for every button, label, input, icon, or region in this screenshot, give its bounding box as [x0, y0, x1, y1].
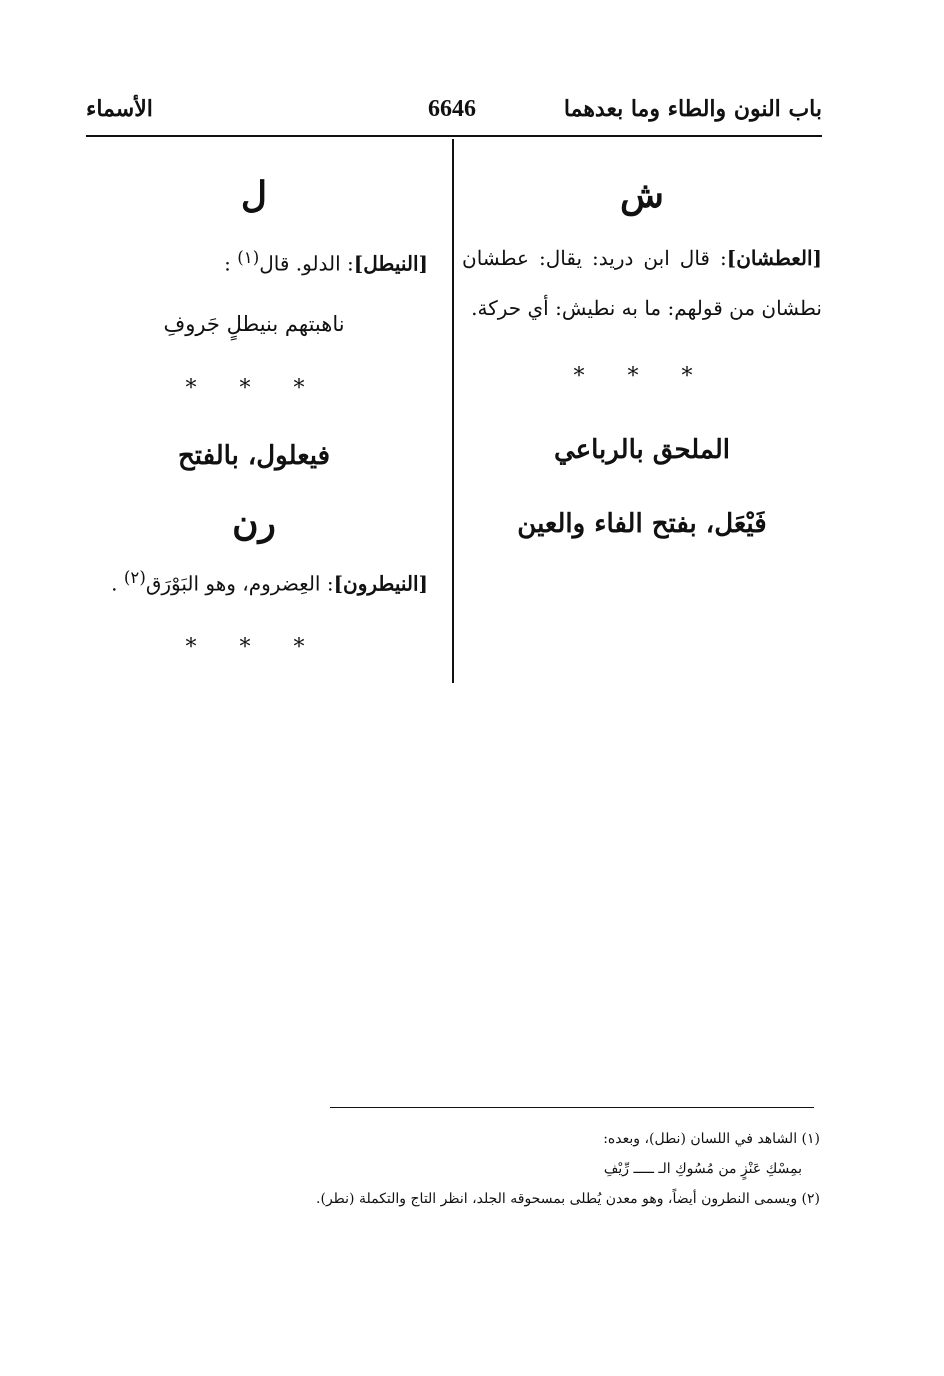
letter-heading: ل: [240, 174, 268, 216]
dictionary-entry: [80, 233, 428, 289]
footnotes: [240, 1124, 820, 1214]
running-header-section: الأسماء: [86, 96, 153, 122]
dictionary-entry: [462, 233, 822, 333]
footnote-rule: [330, 1107, 814, 1108]
entry-end: :: [224, 251, 231, 276]
section-separator: * * *: [185, 375, 323, 401]
footnote-2: (٢) ويسمى النطرون أيضاً، وهو معدن يُطلى بمسحوقه الجلد، انظر التاج والتكملة (نطر).: [316, 1191, 820, 1207]
entry-headword: [النيطل]: [353, 251, 428, 276]
entry-text: : الدلو. قال: [259, 251, 354, 276]
verse-line: ناهبتهم بنيطلٍ جَروفِ: [163, 311, 345, 336]
footnote-ref: (٢): [123, 567, 146, 587]
page-number: 6646: [428, 96, 476, 122]
entry-text: : قال ابن دريد: يقال: عطشان نطشان من قولهم: ما به نطيش: أي حركة.: [462, 246, 822, 320]
entry-end: .: [111, 571, 118, 596]
dictionary-entry: [80, 553, 428, 609]
section-separator: * * *: [185, 635, 323, 661]
pattern-heading: فيعلول، بالفتح: [177, 440, 331, 471]
entry-text: : العِضروم، وهو البَوْرَق: [145, 571, 334, 596]
letter-heading: ش: [620, 174, 664, 216]
right-column: [462, 165, 822, 561]
running-header-chapter: باب النون والطاء وما بعدهما: [563, 96, 822, 122]
footnote-verse: بمِسْكِ عَنْزٍ من مُسُوكِ الـ ـــــ رِّيْفِ: [603, 1161, 802, 1177]
pattern-heading: فَيْعَل، بفتح الفاء والعين: [517, 509, 767, 539]
section-heading: الملحق بالرباعي: [553, 435, 731, 465]
entry-headword: [النيطرون]: [333, 571, 428, 596]
footnote-ref: (١): [237, 248, 260, 267]
section-separator: * * *: [573, 364, 711, 389]
column-divider: [452, 139, 454, 683]
left-column: [80, 165, 428, 678]
entry-headword: [العطشان]: [726, 246, 822, 270]
letter-heading: رن: [232, 501, 276, 544]
header-rule: [86, 135, 822, 137]
footnote-1: (١) الشاهد في اللسان (نطل)، وبعده:: [603, 1131, 820, 1147]
